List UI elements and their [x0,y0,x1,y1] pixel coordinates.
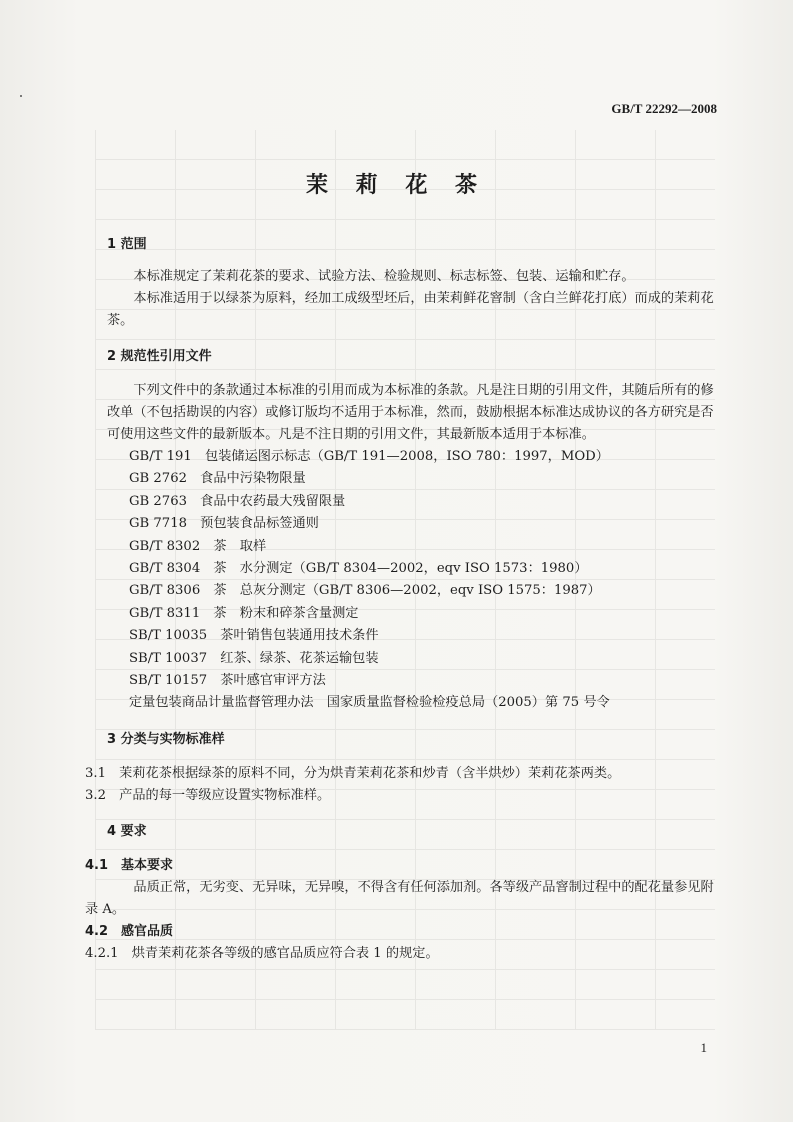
document-body [85,234,719,965]
section-3-heading: 3 分类与实物标准样 [107,731,225,747]
reference-item: GB/T 8306 茶 总灰分测定（GB/T 8306—2002，eqv ISO 1575：1987） [129,583,601,599]
reference-item: GB 2763 食品中农药最大残留限量 [129,493,346,509]
reference-item: SB/T 10035 茶叶销售包装通用技术条件 [129,628,379,644]
section-4-heading: 4 要求 [107,823,147,839]
section-1-paragraph-1: 本标准规定了茉莉花茶的要求、试验方法、检验规则、标志标签、包装、运输和贮存。 [133,269,635,284]
clause-3-2: 3.2 产品的每一等级应设置实物标准样。 [85,787,331,803]
section-1-paragraph-2: 本标准适用于以绿茶为原料，经加工成级型坯后，由茉莉鲜花窨制（含白兰鲜花打底）而成的茉莉花茶。 [107,291,714,328]
document-title: 茉 莉 花 茶 [306,173,487,198]
reference-item: SB/T 10037 红茶、绿茶、花茶运输包装 [129,650,379,666]
reference-item: GB/T 8302 茶 取样 [129,538,267,554]
page-number: 1 [700,1040,707,1055]
reference-item: GB 2762 食品中污染物限量 [129,471,306,487]
reference-item: SB/T 10157 茶叶感官审评方法 [129,673,326,689]
section-1-heading: 1 范围 [107,237,147,252]
reference-item: GB/T 8311 茶 粉末和碎茶含量测定 [129,605,359,621]
clause-4-2-1: 4.2.1 烘青茉莉花茶各等级的感官品质应符合表 1 的规定。 [85,945,439,961]
section-2-intro: 下列文件中的条款通过本标准的引用而成为本标准的条款。凡是注日期的引用文件，其随后所有的修改单（不包括勘误的内容）或修订版均不适用于本标准，然而，鼓励根据本标准达成协议的各方研究是否可使用这些文件的最新版本。凡是不注日期的引用文件，其最新版本适用于本标准。 [107,383,714,442]
reference-item: GB/T 8304 茶 水分测定（GB/T 8304—2002，eqv ISO 1573：1980） [129,561,588,577]
scan-speck [20,95,22,97]
clause-4-1-heading: 4.1 基本要求 [85,857,174,873]
reference-list [107,446,719,715]
reference-item: 定量包装商品计量监督管理办法 国家质量监督检验检疫总局（2005）第 75 号令 [129,695,610,711]
standard-code: GB/T 22292—2008 [611,101,717,116]
reference-item: GB/T 191 包装储运图示标志（GB/T 191—2008，ISO 780：1997，MOD） [129,449,609,464]
clause-4-1-text: 品质正常，无劣变、无异味，无异嗅，不得含有任何添加剂。各等级产品窨制过程中的配花量参见附录 A。 [85,879,714,917]
clause-4-2-heading: 4.2 感官品质 [85,923,174,939]
reference-item: GB 7718 预包装食品标签通则 [129,516,319,532]
clause-3-1: 3.1 茉莉花茶根据绿茶的原料不同，分为烘青茉莉花茶和炒青（含半烘炒）茉莉花茶两类。 [85,765,621,781]
section-2-heading: 2 规范性引用文件 [107,349,212,364]
